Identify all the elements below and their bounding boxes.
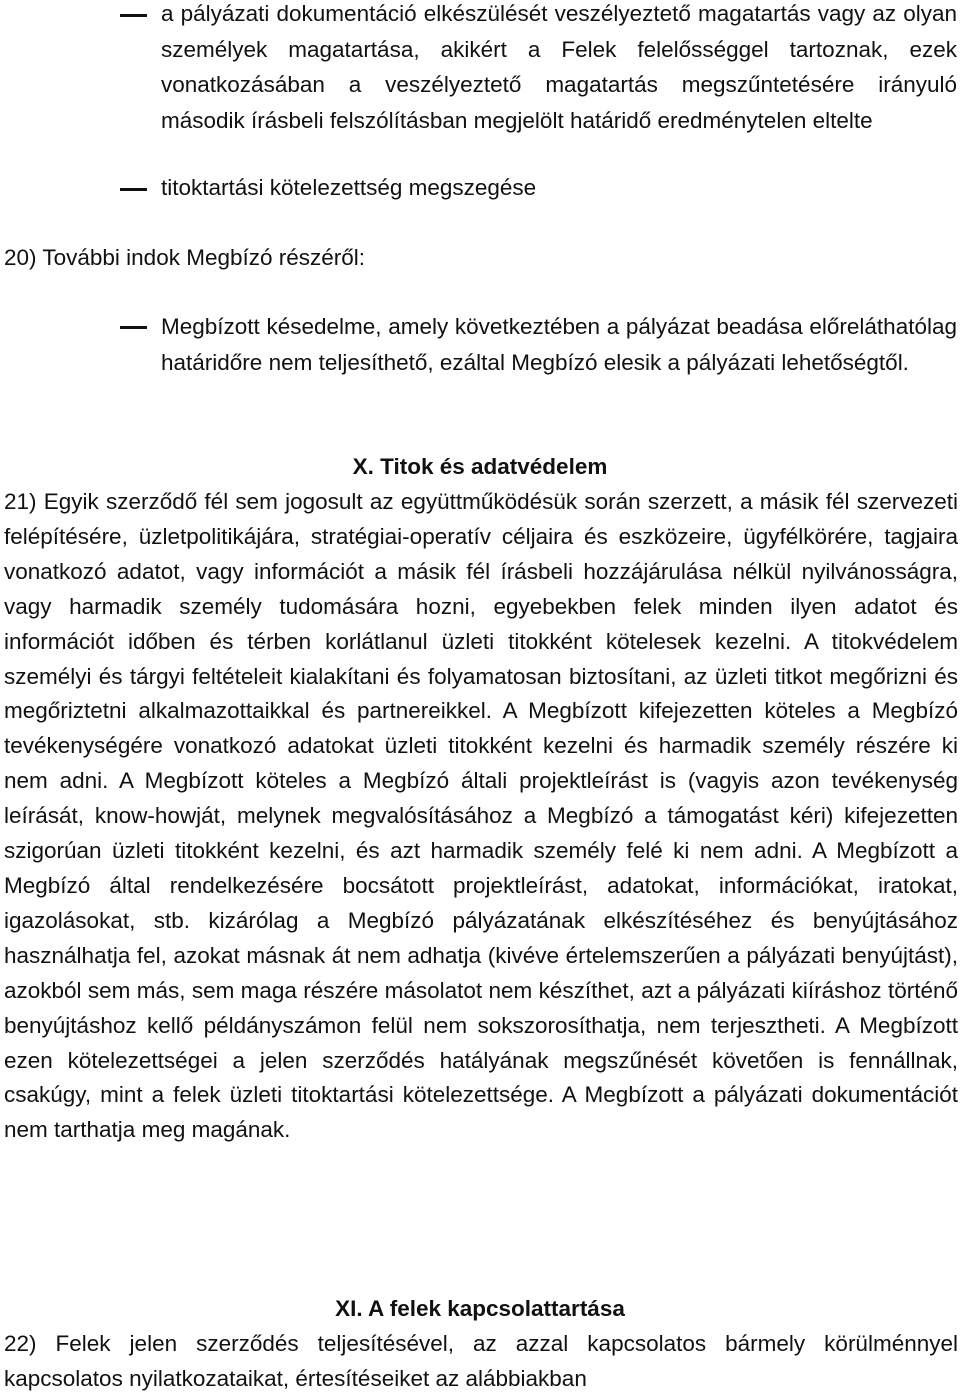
bullet-dash bbox=[120, 188, 147, 191]
clause-heading: 20) További indok Megbízó részéről: bbox=[4, 245, 366, 270]
clause-paragraph: 21) Egyik szerződő fél sem jogosult az együttműködésük során szerzett, a másik fél szervezeti felépítésére, üzletpolitikájára, stratégiai-operatív céljaira és eszközeire, ügyfélkörére, tagjaira vonatkozó adatot, vagy információt a másik fél írásbeli hozzájárulása nélkül nyilvánosságra, vagy harmadik személy tudomására hozni, egyebekben felek minden ilyen adatot és információt időben és térben korlátlanul üzleti titokként kötelesek kezelni. A titokvédelem személyi és tárgyi feltételeit kialakítani és folyamatosan biztosítani, az üzleti titkot megőrizni és megőriztetni alkalmazottaikkal és partnereikkel. A Megbízott kifejezetten köteles a Megbízó tevékenységére vonatkozó adatokat üzleti titokként kezelni és harmadik személy részére ki nem adni. A Megbízott köteles a Megbízó általi projektleírást is (vagyis azon tevékenység leírását, know-howját, melynek megvalósításához a Megbízó a támogatást kéri) kifejezetten szigorúan üzleti titokként kezelni, és azt harmadik személy felé ki nem adni. A Megbízott a Megbízó által rendelkezésére bocsátott projektleírást, adatokat, információkat, iratokat, igazolásokat, stb. kizárólag a Megbízó pályázatának elkészítéséhez és benyújtásához használhatja fel, azokat másnak át nem adhatja (kivéve értelemszerűen a pályázati benyújtást), azokból sem más, sem maga részére másolatot nem készíthet, azt a pályázati kiíráshoz történő benyújtáshoz kellő példányszámon felül nem sokszorosíthatja, nem terjesztheti. A Megbízott ezen kötelezettségei a jelen szerződés hatályának megszűnését követően is fennállnak, csakúgy, mint a felek üzleti titoktartási kötelezettsége. A Megbízott a pályázati dokumentációt nem tarthatja meg magának. bbox=[4, 489, 958, 1143]
list-item: a pályázati dokumentáció elkészülését veszélyeztető magatartás vagy az olyan személyek magatartása, akikért a Felek felelősséggel tartoznak, ezek vonatkozásában a veszélyeztető magatartás megszűntetésére irányuló második írásbeli felszólításban megjelölt határidő eredménytelen eltelte bbox=[161, 1, 957, 133]
clause-paragraph: 22) Felek jelen szerződés teljesítésével, az azzal kapcsolatos bármely körülménnyel kapcsolatos nyilatkozataikat, értesítéseiket az alábbiakban bbox=[4, 1331, 958, 1391]
section-title: X. Titok és adatvédelem bbox=[352, 454, 608, 479]
bullet-dash bbox=[120, 14, 147, 17]
bullet-dash bbox=[120, 326, 147, 329]
section-title: XI. A felek kapcsolattartása bbox=[335, 1296, 625, 1321]
list-item: titoktartási kötelezettség megszegése bbox=[161, 175, 537, 200]
list-item: Megbízott késedelme, amely következtében a pályázat beadása előreláthatólag határidőre nem teljesíthető, ezáltal Megbízó elesik a pályázati lehetőségtől. bbox=[161, 314, 957, 375]
